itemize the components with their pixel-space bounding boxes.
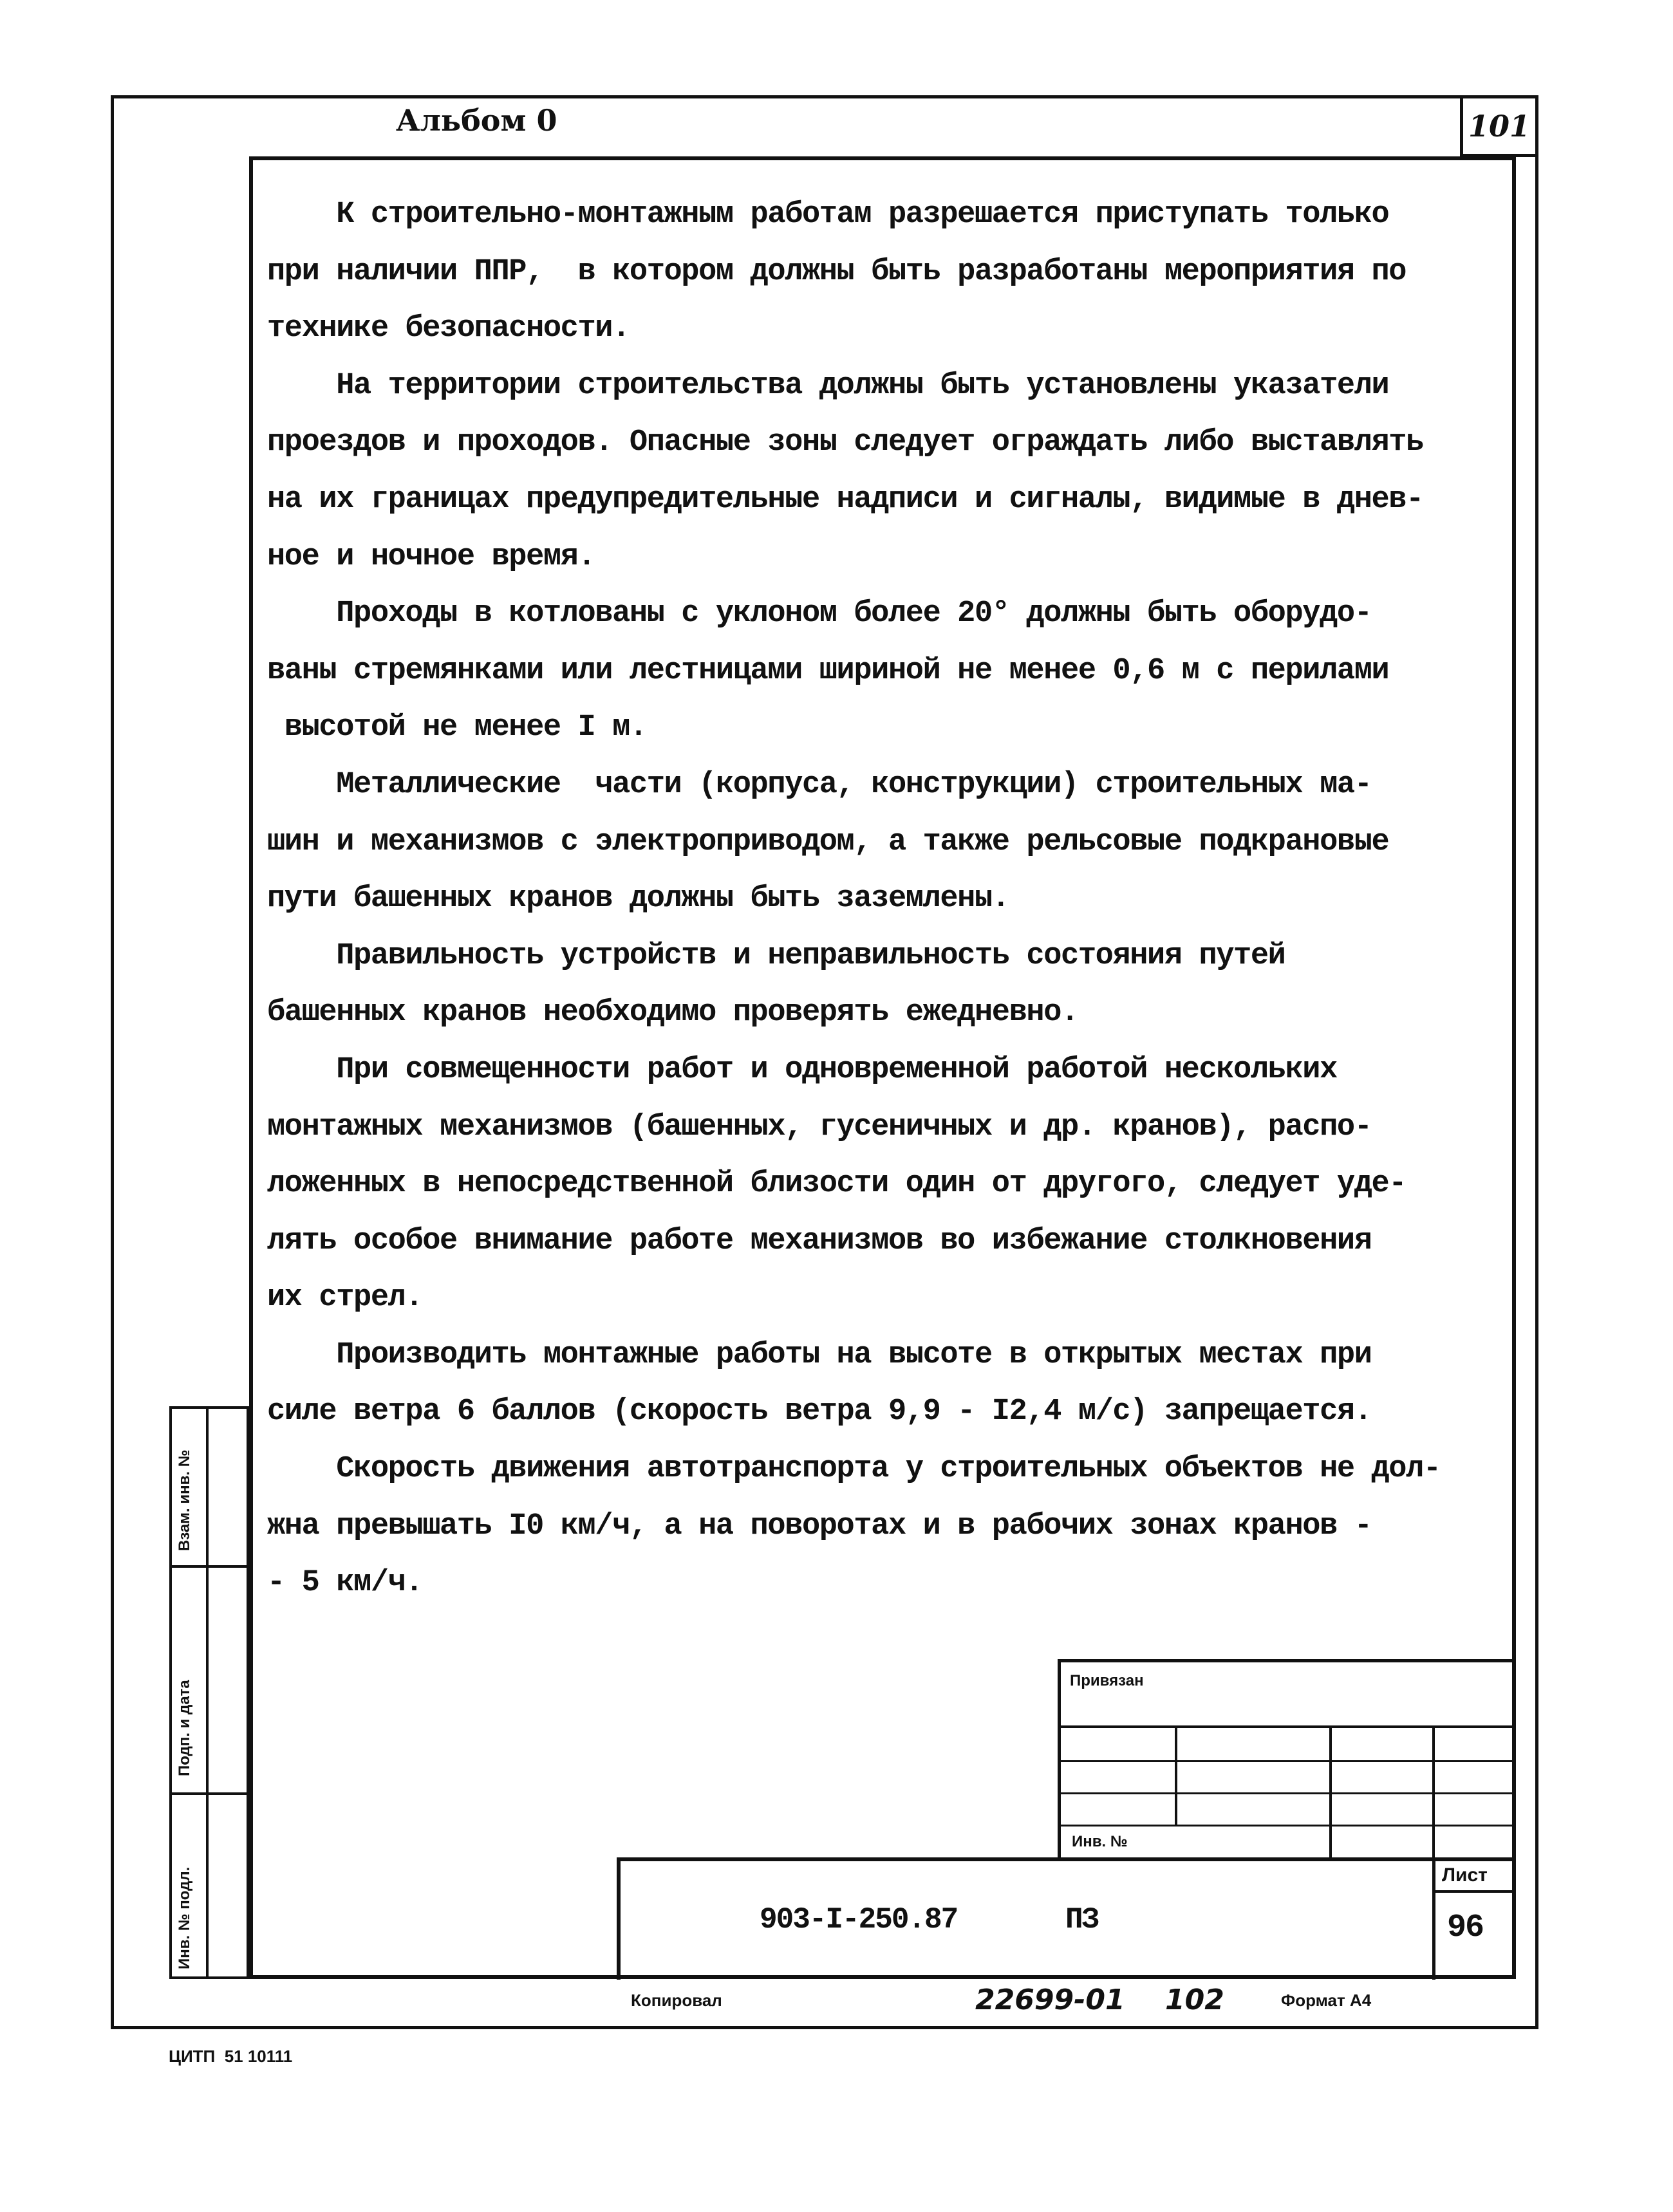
body-line: их стрел.	[267, 1281, 423, 1315]
album-title: Альбом 0	[396, 103, 557, 138]
body-line: проездов и проходов. Опасные зоны следует ограждать либо выставлять	[267, 425, 1423, 460]
side-stamp-row-divider	[169, 1565, 249, 1568]
body-line: К строительно-монтажным работам разрешается приступать только	[267, 198, 1389, 232]
side-label-vzam-inv: Взам. инв. №	[176, 1449, 193, 1551]
handwritten-number: 22699-01	[975, 1984, 1125, 2016]
body-line: башенных кранов необходимо проверять ежедневно.	[267, 996, 1078, 1030]
body-line: на их границах предупредительные надписи и сигналы, видимые в днев-	[267, 482, 1423, 517]
body-text	[267, 187, 1503, 1612]
side-stamp-row-divider	[169, 1792, 249, 1795]
body-line: Скорость движения автотранспорта у строительных объектов не дол-	[267, 1452, 1441, 1487]
title-block-line	[1432, 1725, 1435, 1861]
title-block-line	[1432, 1857, 1435, 1980]
title-block-line	[1329, 1725, 1332, 1859]
title-block-line	[1175, 1725, 1177, 1826]
body-line: монтажных механизмов (башенных, гусеничных и др. кранов), распо-	[267, 1110, 1372, 1144]
body-line: жна превышать I0 км/ч, а на поворотах и в рабочих зонах кранов -	[267, 1509, 1372, 1543]
body-line: высотой не менее I м.	[267, 711, 647, 745]
side-label-inv-podl: Инв. № подл.	[176, 1866, 193, 1969]
title-block-line	[1058, 1659, 1061, 1859]
body-line: - 5 км/ч.	[267, 1566, 423, 1601]
title-block-line	[1058, 1760, 1516, 1762]
side-label-podp-data: Подп. и дата	[176, 1680, 193, 1776]
body-line: при наличии ППР, в котором должны быть разработаны мероприятия по	[267, 254, 1407, 289]
title-block-line	[1432, 1890, 1516, 1893]
format-label: Формат А4	[1281, 1991, 1372, 2010]
sheet-label: Лист	[1442, 1864, 1488, 1886]
privyazan-label: Привязан	[1070, 1672, 1144, 1689]
title-block-line	[1058, 1725, 1516, 1728]
section-code: ПЗ	[1065, 1903, 1099, 1937]
page-number: 101	[1460, 95, 1538, 157]
sheet-number: 96	[1447, 1910, 1484, 1946]
body-line: Металлические части (корпуса, конструкции) строительных ма-	[267, 767, 1372, 802]
side-stamp-divider	[206, 1406, 209, 1979]
title-block-line	[1058, 1825, 1516, 1826]
body-line: ложенных в непосредственной близости один от другого, следует уде-	[267, 1167, 1407, 1202]
body-line: пути башенных кранов должны быть заземлены.	[267, 882, 1009, 916]
title-block-line	[617, 1857, 621, 1980]
title-block-line	[617, 1857, 1516, 1861]
body-line: силе ветра 6 баллов (скорость ветра 9,9 - I2,4 м/с) запрещается.	[267, 1395, 1372, 1429]
body-line: технике безопасности.	[267, 311, 630, 346]
handwritten-page: 102	[1165, 1984, 1224, 2016]
inv-no-label: Инв. №	[1072, 1833, 1128, 1850]
body-line: На территории строительства должны быть установлены указатели	[267, 368, 1389, 403]
org-code: ЦИТП 51 10111	[169, 2047, 293, 2066]
body-line: При совмещенности работ и одновременной работой нескольких	[267, 1052, 1337, 1087]
body-line: ваны стремянками или лестницами шириной не менее 0,6 м с перилами	[267, 653, 1389, 688]
title-block-line	[1058, 1659, 1516, 1662]
body-line: Правильность устройств и неправильность состояния путей	[267, 938, 1285, 973]
doc-code: 903-I-250.87	[760, 1903, 958, 1937]
body-line: Производить монтажные работы на высоте в открытых местах при	[267, 1337, 1372, 1372]
body-line: ное и ночное время.	[267, 539, 595, 574]
body-line: шин и механизмов с электроприводом, а также рельсовые подкрановые	[267, 824, 1389, 859]
body-line: Проходы в котлованы с уклоном более 20° должны быть оборудо-	[267, 597, 1372, 631]
copied-label: Копировал	[631, 1991, 722, 2010]
body-line: лять особое внимание работе механизмов во избежание столкновения	[267, 1223, 1372, 1258]
title-block-line	[1058, 1792, 1516, 1794]
